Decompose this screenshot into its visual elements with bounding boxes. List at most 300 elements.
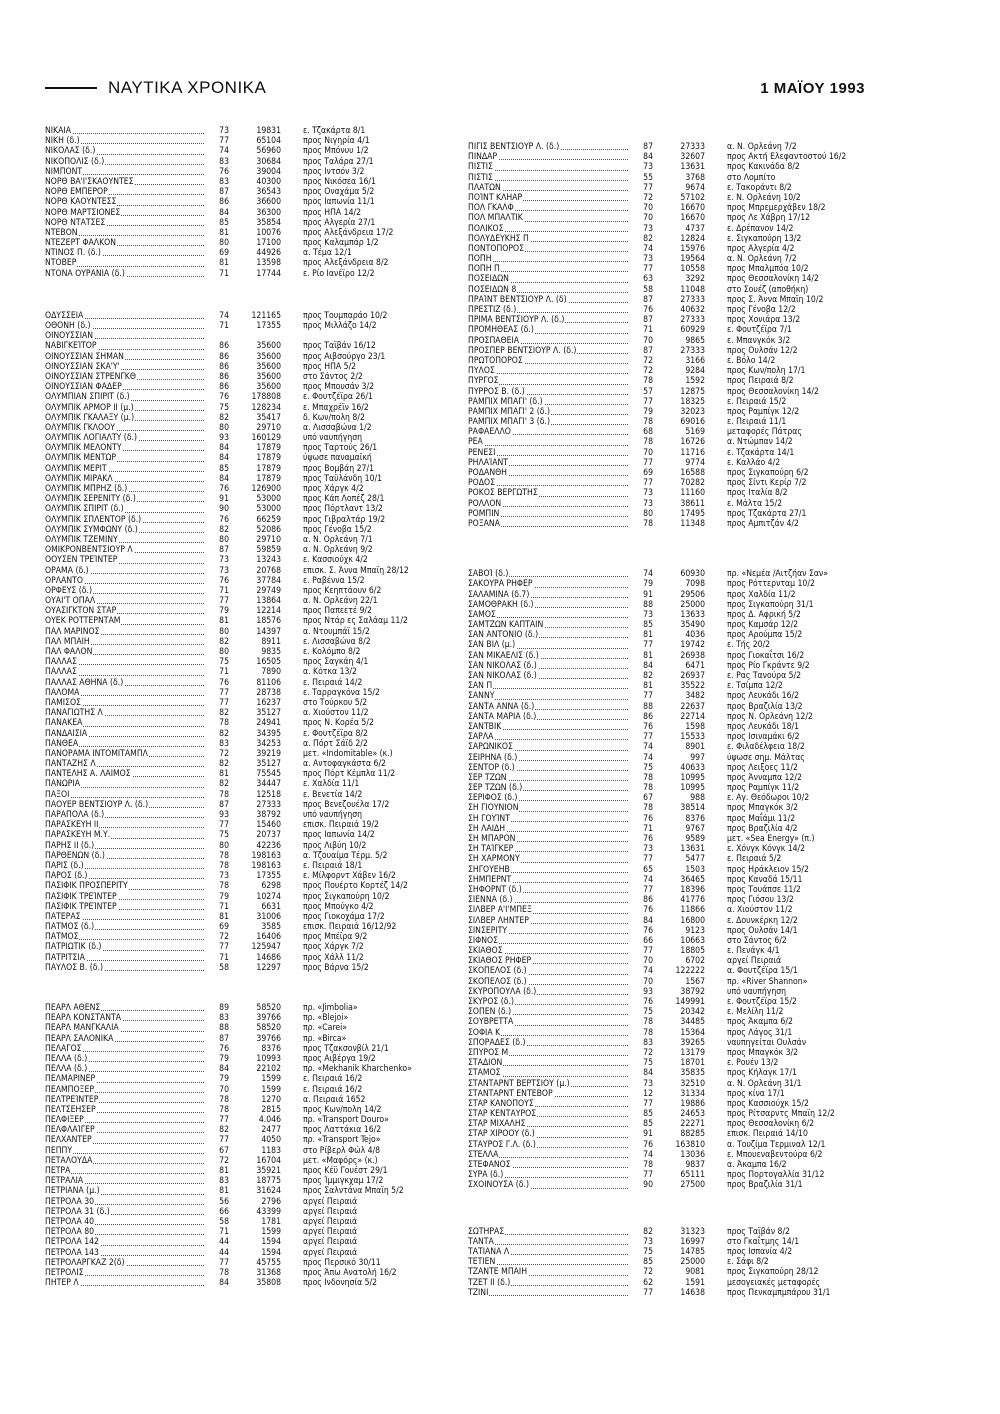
tonnage: 42236 [256, 840, 281, 851]
ship-name: ΡΟΞΑΝΑ [468, 519, 631, 529]
build-year: 76 [643, 305, 653, 315]
position-status: προς Βάρνα 15/2 [303, 962, 369, 973]
tonnage: 52086 [256, 524, 281, 535]
ship-row [468, 783, 846, 793]
tonnage: 34485 [680, 1017, 705, 1028]
build-year: 74 [219, 146, 229, 157]
build-year: 76 [219, 514, 229, 525]
position-status: αργεί Πειραιά [727, 956, 782, 967]
ship-name: ΣΑΝ Π [468, 681, 631, 691]
listing-block [45, 1003, 412, 1288]
ship-row [45, 341, 412, 351]
build-year: 78 [643, 783, 653, 794]
ship-row [45, 1258, 412, 1268]
build-year: 77 [643, 478, 653, 489]
position-status: προς Τουάπσε 11/2 [727, 884, 801, 895]
ship-name: ΣΤΑΜΟΣ [468, 1068, 631, 1078]
position-status: στο Σουέζ (αποθήκη) [727, 284, 809, 295]
ship-name: ΠΡΟΣΠΑΘΕΙΑ [468, 336, 631, 346]
tonnage: 122222 [675, 966, 705, 977]
ship-row [45, 1186, 412, 1196]
build-year: 71 [219, 268, 229, 279]
tonnage: 40632 [680, 305, 705, 315]
position-status: προς Αιβέργα 19/2 [303, 1053, 376, 1064]
position-status: προς Χαλδία 11/2 [727, 589, 796, 600]
ship-name: ΣΕΡΙΦΟΣ (δ.) [468, 793, 631, 803]
build-year: 77 [219, 596, 229, 607]
ship-name: ΣΑΜΟΣ [468, 610, 631, 620]
ship-row [45, 258, 412, 268]
ship-row [468, 407, 846, 417]
ship-name: ΠΕΤΡΟΛΑ 143 [45, 1248, 207, 1258]
position-status: προς Θεσσαλονίκη 14/2 [727, 274, 819, 285]
position-status: α. Φουτζέϊρα 15/1 [727, 966, 798, 977]
ship-name: ΣΟΠΕΝ (δ.) [468, 1007, 631, 1017]
position-status: ε. Ρουέν 13/2 [727, 1058, 779, 1069]
position-status: προς Ακτή Ελεφαντοστού 16/2 [727, 152, 847, 163]
issue-date: 1 ΜΑΪΟΥ 1993 [760, 80, 865, 97]
ship-name: ΝΤΟΒΕΡ [45, 258, 207, 268]
build-year: 87 [219, 187, 229, 198]
tonnage: 6471 [685, 660, 705, 671]
ship-row [45, 177, 412, 187]
ship-name: ΟΙΝΟΥΣΣΙΑΝ ΣΗΜΑΝ [45, 352, 207, 362]
ship-name: ΠΕΛΛΑ (δ.) [45, 1064, 207, 1074]
ship-row [468, 579, 846, 589]
tonnage: 9835 [261, 647, 281, 657]
ship-name: ΠΥΡΓΟΣ [468, 376, 631, 386]
ship-name: ΣΑΡΛΑ [468, 732, 631, 742]
ship-name: ΠΑΝΩΡΙΑ [45, 779, 207, 789]
ship-row [45, 208, 412, 218]
build-year: 78 [643, 803, 653, 814]
tonnage [229, 331, 281, 341]
ship-name: ΠΕΑΡΛ ΚΟΝΣΤΑΝΤΑ [45, 1013, 207, 1023]
position-status: προς Ν. Κορέα 5/2 [303, 718, 374, 729]
build-year [207, 331, 229, 341]
tonnage: 13631 [680, 162, 705, 173]
position-status: μεσογειακές μεταφορές [727, 1277, 821, 1288]
build-year: 44 [219, 1247, 229, 1258]
build-year: 77 [219, 687, 229, 698]
position-status: προς Ντάρ ες Σαλάαμ 11/2 [303, 616, 408, 627]
ship-name: ΝΤΕΖΕΡΤ ΦΑΛΚΟΝ [45, 238, 207, 248]
position-status: ε. Ρίο Ιανέϊρο 12/2 [303, 268, 375, 279]
tonnage: 35921 [256, 1166, 281, 1176]
build-year: 78 [219, 850, 229, 861]
build-year: 78 [643, 518, 653, 529]
position-status: προς Βενεζουέλα 17/2 [303, 799, 390, 810]
position-status: προς Ρίτσαρντς Μπαϊη 12/2 [727, 1109, 835, 1120]
tonnage: 988 [690, 793, 705, 804]
position-status: προς Χάλλ 11/2 [303, 952, 364, 963]
build-year: 73 [643, 254, 653, 265]
ship-name: ΣΗ ΜΠΑΡΟΝ [468, 834, 631, 844]
build-year: 89 [219, 1003, 229, 1013]
build-year: 86 [219, 382, 229, 393]
ship-row [468, 1257, 846, 1267]
position-status: στο Σάντος 6/2 [727, 935, 787, 946]
build-year: 63 [643, 274, 653, 285]
ship-name: ΣΙΛΒΕΡ ΛΗΝΤΕΡ [468, 916, 631, 926]
ship-name: ΝΟΡΘ ΜΑΡΤΣΙΟΝΕΣ [45, 208, 207, 218]
ship-name: ΣΕΡ ΤΖΩΝ [468, 773, 631, 783]
position-status: προς Κασσιούχκ 15/2 [727, 1098, 809, 1109]
ship-name: ΣΙΦΝΟΣ [468, 936, 631, 946]
ship-row [468, 966, 846, 976]
ship-row [468, 274, 846, 284]
tonnage: 27500 [680, 1180, 705, 1191]
position-status: στο Τούρκου 5/2 [303, 697, 368, 708]
ship-row [45, 515, 412, 525]
ship-name: ΟΡΛΑΝΤΟ [45, 576, 207, 586]
build-year: 81 [643, 650, 653, 661]
position-status: επισκ. Πειραιά 16/12/92 [303, 922, 397, 933]
ship-row [45, 218, 412, 228]
position-status: προς Βραζιλία 13/2 [727, 701, 803, 712]
build-year: 44 [219, 1237, 229, 1248]
position-status: προς Μπούγκο 4/2 [303, 901, 374, 912]
ship-row [45, 321, 412, 331]
build-year: 76 [219, 166, 229, 177]
ship-row [468, 651, 846, 661]
ship-name: ΟΥΑΣΙΓΚΤΟΝ ΣΤΑΡ [45, 606, 207, 616]
position-status: προς Πόρτλαντ 13/2 [303, 504, 383, 515]
ship-name: ΠΟΣΕΙΔΩΝ 8 [468, 285, 631, 295]
build-year: 77 [643, 1170, 653, 1181]
build-year: 84 [219, 453, 229, 464]
position-status: προς Λαττάκια 16/2 [303, 1125, 382, 1136]
ship-name: ΡΕΝΕΣΙ [468, 448, 631, 458]
tonnage: 17879 [256, 473, 281, 484]
position-status: προς Αλγερία 27/1 [303, 217, 376, 228]
ship-row [45, 779, 412, 789]
ship-name: ΣΥΡΑ (δ.) [468, 1170, 631, 1180]
ship-name: ΠΙΝΔΑΡ [468, 152, 631, 162]
build-year: 72 [219, 932, 229, 943]
position-status: προς Άκαμπα 6/2 [727, 1017, 793, 1028]
build-year: 80 [219, 626, 229, 637]
ship-row [468, 499, 846, 509]
ship-row [468, 305, 846, 315]
build-year: 77 [643, 884, 653, 895]
tonnage: 1270 [261, 1094, 281, 1105]
position-status: προς Γιοκοχάμα 17/2 [303, 911, 385, 922]
tonnage: 34447 [256, 779, 281, 790]
left-column [45, 126, 412, 1288]
ship-row [468, 142, 846, 152]
tonnage: 19564 [680, 254, 705, 265]
ship-row [468, 844, 846, 854]
tonnage: 9865 [685, 335, 705, 346]
tonnage: 15364 [680, 1027, 705, 1038]
position-status: προς Ιντσόν 3/2 [303, 166, 365, 177]
tonnage: 18396 [680, 884, 705, 895]
build-year: 87 [219, 545, 229, 556]
position-status: ε. Κολόμπο 8/2 [303, 647, 361, 657]
position-status: ε. Χόνγκ Κόνγκ 14/2 [727, 844, 806, 855]
ship-row [468, 814, 846, 824]
build-year: 76 [643, 905, 653, 916]
ship-row [45, 953, 412, 963]
position-status: προς Δ. Αφρική 5/2 [727, 609, 801, 620]
ship-row [468, 671, 846, 681]
ship-row [468, 1089, 846, 1099]
build-year: 80 [219, 840, 229, 851]
build-year: 81 [219, 769, 229, 780]
tonnage: 15460 [256, 820, 281, 831]
tonnage: 32510 [680, 1078, 705, 1089]
ship-name: ΠΑΣΙΦΙΚ ΤΡΕΊΝΤΕΡ [45, 892, 207, 902]
ship-name: ΣΟΦΙΑ Κ [468, 1028, 631, 1038]
position-status: προς Βραζιλία 31/1 [727, 1180, 803, 1191]
position-status: πρ. «Jimbolia» [303, 1003, 358, 1013]
build-year: 82 [219, 708, 229, 719]
build-year: 93 [219, 810, 229, 820]
position-status: προς Άπω Ανατολή 16/2 [303, 1267, 397, 1278]
position-status: προς Νικόσεα 16/1 [303, 176, 376, 187]
ship-row [468, 448, 846, 458]
ship-name: ΣΚΥΡΟΠΟΥΛΑ (δ.) [468, 987, 631, 997]
build-year: 74 [219, 310, 229, 321]
tonnage: 44926 [256, 248, 281, 259]
build-year: 74 [643, 1149, 653, 1160]
build-year: 71 [219, 667, 229, 678]
ship-row [468, 1288, 846, 1298]
position-status: προς Σαλντάνα Μπαϊη 5/2 [303, 1186, 404, 1197]
tonnage: 12875 [680, 386, 705, 397]
ship-name: ΠΑΤΡΙΩΤΙΚ (δ.) [45, 942, 207, 952]
build-year: 80 [219, 534, 229, 545]
build-year: 82 [219, 412, 229, 423]
build-year: 79 [219, 1074, 229, 1085]
build-year: 73 [643, 488, 653, 499]
ship-name: ΠΑΝΑΚΕΑ [45, 718, 207, 728]
ship-row [468, 803, 846, 813]
tonnage: 35600 [256, 371, 281, 382]
ship-name: ΣΤΕΦΑΝΟΣ [468, 1160, 631, 1170]
tonnage: 14686 [256, 952, 281, 963]
ship-row [468, 397, 846, 407]
position-status: προς Σαγκάη 4/1 [303, 657, 369, 668]
position-status: μετ. «Indomitable» (κ.) [303, 748, 393, 759]
ship-name: ΣΩΤΗΡΑΣ [468, 1227, 631, 1237]
ship-row [468, 824, 846, 834]
position-status: α. Χιούστον 11/2 [303, 708, 369, 719]
tonnage: 9123 [685, 925, 705, 936]
position-status: προς Πουέρτο Κορτέζ 14/2 [303, 881, 408, 892]
tonnage: 18576 [256, 616, 281, 627]
build-year: 83 [219, 156, 229, 167]
ship-row [468, 569, 846, 579]
build-year: 82 [219, 1125, 229, 1136]
build-year: 77 [643, 854, 653, 865]
tonnage: 17100 [256, 238, 281, 249]
ship-name: ΠΕΑΡΛ ΑΘΕΝΣ [45, 1003, 207, 1013]
tonnage: 38792 [256, 810, 281, 820]
tonnage: 13633 [680, 609, 705, 620]
tonnage: 38514 [680, 803, 705, 814]
tonnage: 10558 [680, 264, 705, 275]
position-status: μετ. «Μαφόρς» (κ.) [303, 1155, 378, 1166]
ship-row [468, 427, 846, 437]
ship-row [45, 167, 412, 177]
tonnage: 35522 [680, 681, 705, 692]
tonnage: 22637 [680, 701, 705, 712]
ship-name: ΠΕΛΜΑΡΙΝΕΡ [45, 1074, 207, 1084]
ship-row [45, 1044, 412, 1054]
ship-name: ΠΑΛΛΑΣ [45, 667, 207, 677]
ship-row [468, 478, 846, 488]
tonnage: 1591 [685, 1277, 705, 1288]
ship-name: ΣΕΙΡΗΝΑ (δ.) [468, 753, 631, 763]
tonnage: 30684 [256, 156, 281, 167]
tonnage: 9837 [685, 1160, 705, 1170]
position-status: α. Πειραιά 1652 [303, 1094, 366, 1105]
ship-row [468, 1099, 846, 1109]
ship-name: ΣΤΑΡ ΧΙΡΟΟΥ (δ.) [468, 1129, 631, 1139]
ship-row [468, 712, 846, 722]
ship-name: ΠΑΝΟΡΑΜΑ ΙΝΤΟΜΙΤΑΜΠΛ [45, 749, 207, 759]
tonnage: 2796 [261, 1196, 281, 1207]
tonnage: 22714 [680, 711, 705, 722]
tonnage: 31368 [256, 1267, 281, 1278]
tonnage: 2477 [261, 1125, 281, 1136]
ship-row [468, 346, 846, 356]
position-status: α. Πόρτ Σάϊδ 2/2 [303, 738, 368, 749]
ship-row [45, 136, 412, 146]
ship-row [468, 203, 846, 213]
position-status: προς Ρόττερνταμ 10/2 [727, 579, 815, 590]
tonnage: 35490 [680, 620, 705, 631]
ship-row [45, 769, 412, 779]
ship-name: ΠΕΤΡΑΛΙΑ [45, 1176, 207, 1186]
position-status: προς Ουλσάν 12/2 [727, 345, 798, 356]
build-year: 73 [643, 844, 653, 855]
position-status: προς Καλαμπάρ 1/2 [303, 238, 379, 249]
ship-row [468, 1150, 846, 1160]
build-year: 87 [643, 315, 653, 326]
tonnage: 27333 [680, 294, 705, 305]
build-year: 79 [219, 891, 229, 902]
tonnage: 37784 [256, 575, 281, 586]
ship-row [468, 865, 846, 875]
tonnage: 16505 [256, 657, 281, 668]
position-status: προς ΗΠΑ 5/2 [303, 361, 357, 372]
build-year: 79 [219, 1053, 229, 1064]
ship-name: ΟΛΥΜΠΙΚ ΣΠΙΡΙΤ (δ.) [45, 504, 207, 514]
build-year: 85 [643, 620, 653, 631]
ship-row [468, 742, 846, 752]
header-rule [45, 87, 97, 89]
tonnage: 10274 [256, 891, 281, 902]
build-year: 75 [219, 657, 229, 668]
ship-row [45, 1034, 412, 1044]
tonnage: 39766 [256, 1013, 281, 1024]
ship-name: ΠΑΡΑΠΟΛΑ (δ.) [45, 810, 207, 820]
position-status: πρ. «Transport Douro» [303, 1115, 389, 1126]
tonnage: 88285 [680, 1129, 705, 1140]
ship-row [45, 248, 412, 258]
tonnage: 35600 [256, 351, 281, 362]
ship-name: ΣΑΜΤΖΩΝ ΚΑΠΤΑΙΝ [468, 620, 631, 630]
tonnage: 11048 [680, 284, 705, 295]
tonnage: 36300 [256, 207, 281, 218]
tonnage: 16237 [256, 697, 281, 708]
tonnage: 36465 [680, 874, 705, 885]
tonnage: 121165 [251, 310, 281, 321]
position-status: πρ. «Transport Tejo» [303, 1135, 381, 1146]
build-year: 87 [219, 799, 229, 810]
position-status: προς Σιγκαπούρη 31/1 [727, 599, 814, 610]
position-status: α. Άκαμπα 16/2 [727, 1160, 787, 1170]
ship-name: ΠΑΤΜΟΣ (δ.) [45, 922, 207, 932]
build-year: 78 [219, 860, 229, 871]
ship-row [45, 1268, 412, 1278]
ship-row [45, 718, 412, 728]
position-status: α. Τέμα 12/1 [303, 248, 352, 259]
ship-row [468, 936, 846, 946]
ship-name: ΠΕΛΛΑ (δ.) [45, 1054, 207, 1064]
ship-name: ΠΟΛ ΓΚΑΛΦ [468, 203, 631, 213]
tonnage: 9774 [685, 457, 705, 468]
tonnage: 31323 [680, 1226, 705, 1237]
ship-name: ΠΑΞΟΙ [45, 790, 207, 800]
tonnage: 12297 [256, 962, 281, 973]
ship-row [45, 1095, 412, 1105]
ship-row [468, 793, 846, 803]
build-year: 80 [219, 647, 229, 657]
ship-name: ΠΡΕΣΤΙΖ (δ.) [468, 305, 631, 315]
build-year: 78 [643, 417, 653, 428]
ship-name: ΠΑΝΔΑΙΣΙΑ [45, 729, 207, 739]
build-year: 70 [643, 956, 653, 967]
ship-name: ΠΑΤΕΡΑΣ [45, 912, 207, 922]
ship-row [45, 474, 412, 484]
build-year: 82 [219, 728, 229, 739]
ship-row [45, 820, 412, 830]
build-year: 91 [643, 589, 653, 600]
position-status: α. Κότκα 13/2 [303, 667, 357, 678]
position-status: προς κίνα 17/1 [727, 1088, 785, 1099]
ship-name: ΟΛΥΜΠΙΚ ΛΟΓΙΑΛΤΥ (δ.) [45, 433, 207, 443]
build-year: 77 [643, 182, 653, 193]
ship-row [468, 1140, 846, 1150]
ship-row [45, 1074, 412, 1084]
ship-row [468, 285, 846, 295]
ship-name: ΠΗΤΕΡ Λ [45, 1278, 207, 1288]
tonnage: 65111 [680, 1170, 705, 1181]
tonnage: 10995 [680, 783, 705, 794]
position-status: προς Λε Χάβρη 17/12 [727, 213, 811, 224]
build-year: 82 [219, 524, 229, 535]
build-year: 81 [643, 630, 653, 641]
position-status: ε. Πενάγκ 4/1 [727, 946, 780, 957]
ship-name: ΣΑΝ ΒΙΛ (μ.) [468, 640, 631, 650]
ship-name: ΟΛΥΜΠΙΚ ΣΠΛΕΝΤΟΡ (δ.) [45, 515, 207, 525]
ship-name: ΡΗΛΑΊΑΝΤ [468, 458, 631, 468]
ship-row [45, 1115, 412, 1125]
position-status: ε. Δρέπανον 14/2 [727, 223, 794, 234]
position-status: προς Κήλαγκ 17/1 [727, 1068, 797, 1079]
position-status: ε. Αγ. Θεόδωροι 10/2 [727, 793, 810, 804]
position-status: πρ. «Birca» [303, 1033, 347, 1044]
ship-name: ΣΑΜΟΘΡΑΚΗ (δ.) [468, 600, 631, 610]
tonnage: 25000 [680, 1257, 705, 1268]
tonnage: 198163 [251, 850, 281, 861]
ship-row [45, 800, 412, 810]
ship-name: ΝΤΙΝΟΣ Π. (δ.) [45, 248, 207, 258]
